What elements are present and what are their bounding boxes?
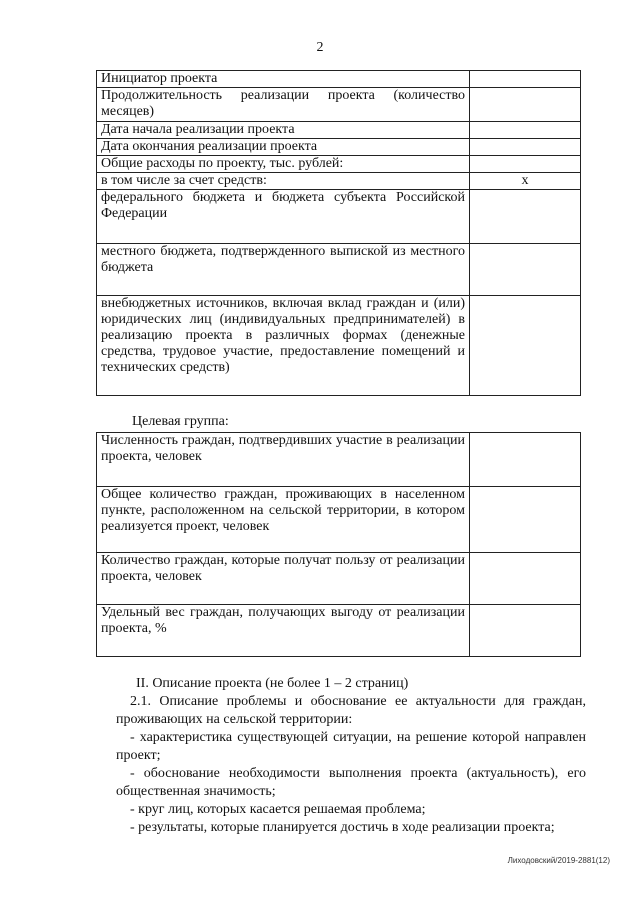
- section-paragraph: 2.1. Описание проблемы и обоснование ее актуальности для граждан, проживающих на сельской территории:: [116, 694, 586, 727]
- row-value: [470, 88, 581, 122]
- section-paragraph: - характеристика существующей ситуации, на решение которой направлен проект;: [116, 730, 586, 763]
- section-paragraph: - обоснование необходимости выполнения проекта (актуальность), его общественная значимость;: [116, 766, 586, 799]
- table-row: [97, 433, 581, 487]
- row-label: Общие расходы по проекту, тыс. рублей:: [97, 156, 470, 173]
- target-group-table: [96, 432, 581, 657]
- row-value: [470, 605, 581, 657]
- section-title: II. Описание проекта (не более 1 – 2 страниц): [136, 676, 409, 691]
- table-row: [97, 88, 581, 122]
- row-value: [470, 139, 581, 156]
- section-paragraph: - результаты, которые планируется достичь в ходе реализации проекта;: [130, 820, 555, 835]
- row-value: [470, 487, 581, 553]
- section-paragraph: - круг лиц, которых касается решаемая проблема;: [130, 802, 426, 817]
- table-row: [97, 553, 581, 605]
- table-row: [97, 296, 581, 396]
- row-value: [470, 433, 581, 487]
- row-value: x: [470, 173, 581, 190]
- table-row: [97, 173, 581, 190]
- row-label: Дата начала реализации проекта: [97, 122, 470, 139]
- row-value: [470, 122, 581, 139]
- row-label: Дата окончания реализации проекта: [97, 139, 470, 156]
- table-row: [97, 487, 581, 553]
- row-label: федерального бюджета и бюджета субъекта Российской Федерации: [97, 190, 470, 244]
- row-label: Численность граждан, подтвердивших участие в реализации проекта, человек: [97, 433, 470, 487]
- document-footer-code: Лиходовский/2019-2881(12): [507, 856, 610, 865]
- table-row: [97, 156, 581, 173]
- table-row: [97, 139, 581, 156]
- row-label: Инициатор проекта: [97, 71, 470, 88]
- row-label: местного бюджета, подтвержденного выпиской из местного бюджета: [97, 244, 470, 296]
- project-info-table: [96, 70, 581, 396]
- row-label: Количество граждан, которые получат пользу от реализации проекта, человек: [97, 553, 470, 605]
- project-description-section: [116, 675, 586, 837]
- row-value: [470, 71, 581, 88]
- row-value: [470, 156, 581, 173]
- table-row: [97, 244, 581, 296]
- target-group-title: Целевая группа:: [132, 414, 229, 429]
- row-label: в том числе за счет средств:: [97, 173, 470, 190]
- row-value: [470, 244, 581, 296]
- row-label: Продолжительность реализации проекта (количество месяцев): [97, 88, 470, 122]
- row-value: [470, 296, 581, 396]
- row-label: Общее количество граждан, проживающих в населенном пункте, расположенном на сельской территории, в котором реализуется проект, человек: [97, 487, 470, 553]
- row-label: Удельный вес граждан, получающих выгоду от реализации проекта, %: [97, 605, 470, 657]
- table-row: [97, 190, 581, 244]
- table-row: [97, 122, 581, 139]
- row-label: внебюджетных источников, включая вклад граждан и (или) юридических лиц (индивидуальных предпринимателей) в реализацию проекта в различных формах (денежные средства, трудовое участие, предоставление помещений и технических средств): [97, 296, 470, 396]
- row-value: [470, 190, 581, 244]
- table-row: [97, 71, 581, 88]
- page-number: 2: [316, 40, 324, 55]
- table-row: [97, 605, 581, 657]
- row-value: [470, 553, 581, 605]
